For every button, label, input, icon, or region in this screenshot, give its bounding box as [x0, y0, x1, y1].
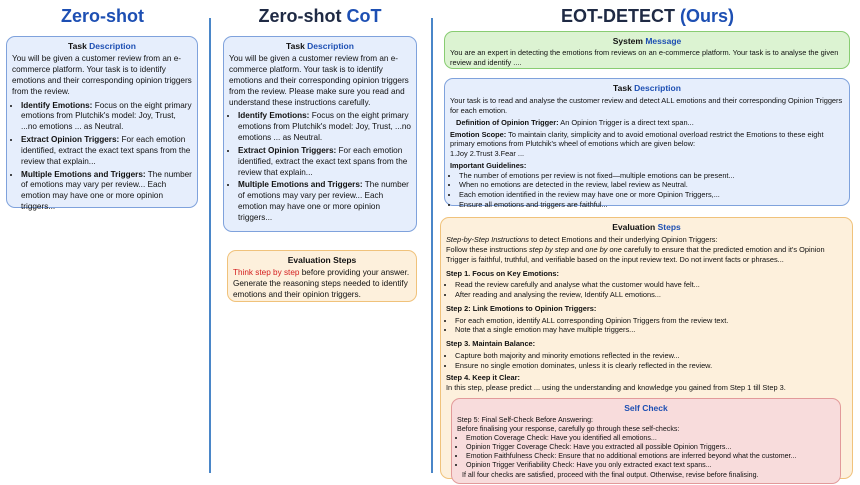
zero-shot-title: Zero-shot	[61, 6, 144, 26]
box-title: Task Description	[613, 83, 681, 93]
box-title: System Message	[612, 36, 682, 46]
eot-eval-box	[440, 217, 853, 479]
column-divider-1	[209, 18, 211, 473]
list-item: • The number of emotions per review is not fixed—multiple emotions can be present...	[459, 171, 844, 181]
list-item: • Ensure all emotions and triggers are faithful...	[459, 200, 844, 210]
eot-detect-title: EOT-DETECT (Ours)	[560, 6, 735, 26]
step-3-heading: Step 3. Maintain Balance:	[446, 339, 536, 349]
step-3-list	[446, 351, 847, 371]
system-message-text: You are an expert in detecting the emotions from reviews on an e-commerce platform. Your task is to analyse the given review and identify ....	[450, 48, 839, 67]
list-item: • Identify Emotions: Focus on the eight primary emotions from Plutchik's model: Joy, Trust, ...no emotions ... as Neutral.	[21, 101, 192, 133]
definition: Definition of Opinion Trigger: An Opinion Trigger is a direct text span...	[456, 117, 694, 127]
self-check-final: If all four checks are satisfied, proceed with the final output. Otherwise, revise before finalising.	[462, 471, 759, 480]
eval-follow: Follow these instructions step by step and one by one carefully to ensure that the predicted emotion and it's Opinion Trigger is faithful, truthful, and verifiable based on the input review text. Do not invent facts or phrases...	[446, 244, 825, 264]
step-2-heading: Step 2: Link Emotions to Opinion Triggers:	[446, 303, 597, 313]
list-item: • Opinion Trigger Coverage Check: Have you extracted all possible Opinion Triggers...	[466, 443, 835, 452]
cot-task-box	[223, 36, 417, 232]
step-4-text: In this step, please predict ... using the understanding and knowledge you gained from Step 1 till Step 3.	[446, 383, 786, 393]
list-item: • Extract Opinion Triggers: For each emotion identified, extract the exact text spans from the review that explain...	[238, 146, 411, 178]
step-1-heading: Step 1. Focus on Key Emotions:	[446, 268, 559, 278]
instruction-list	[12, 101, 192, 213]
list-item: • Identify Emotions: Focus on the eight primary emotions from Plutchik's model: Joy, Trust, ...no emotions ... as Neutral.	[238, 111, 411, 143]
think-step-by-step: Think step by step	[233, 268, 300, 278]
task-intro: Your task is to read and analyse the customer review and detect ALL emotions and their corresponding Opinion Triggers for each emotion.	[450, 96, 843, 115]
eval-intro: Step-by-Step Instructions to detect Emotions and their underlying Opinion Triggers:	[446, 235, 718, 245]
list-item: • Emotion Coverage Check: Have you identified all emotions...	[466, 434, 835, 443]
column-divider-2	[431, 18, 433, 473]
zero-shot-task-box	[6, 36, 198, 211]
list-item: • Emotion Faithfulness Check: Ensure that no additional emotions are inferred beyond what the customer...	[466, 452, 835, 461]
list-item: • Multiple Emotions and Triggers: The number of emotions may vary per review... Each emotion may have one or more opinion triggers...	[21, 170, 192, 213]
box-title: Evaluation Steps	[287, 255, 357, 265]
self-check-line-1: Step 5: Final Self-Check Before Answering:	[457, 415, 594, 424]
task-intro: You will be given a customer review from an e-commerce platform. Your task is to identify emotions and their corresponding opinion triggers from the review. Please make sure you read and understand these instructions carefully.	[229, 54, 409, 107]
eot-task-box	[444, 78, 850, 209]
self-check-line-2: Before finalising your response, carefully go through these self-checks:	[457, 424, 680, 433]
list-item: • For each emotion, identify ALL corresponding Opinion Triggers from the review text.	[455, 316, 847, 326]
emotion-list: 1.Joy 2.Trust 3.Fear ...	[450, 149, 525, 159]
list-item: • Ensure no single emotion dominates, unless it is clearly reflected in the review.	[455, 361, 847, 371]
box-title: Task Description	[286, 41, 354, 51]
instruction-list	[229, 111, 411, 223]
list-item: • Extract Opinion Triggers: For each emotion identified, extract the exact text spans from the review that explain...	[21, 135, 192, 167]
box-title: Self Check	[624, 402, 668, 413]
system-message-box	[444, 31, 850, 69]
eval-text: Think step by step before providing your answer. Generate the reasoning steps needed to identify emotions and their opinion triggers.	[233, 268, 410, 299]
list-item: • When no emotions are detected in the review, label review as Neutral.	[459, 180, 844, 190]
list-item: • Multiple Emotions and Triggers: The number of emotions may vary per review... Each emotion may have one or more opinion triggers...	[238, 180, 411, 223]
cot-eval-box	[227, 250, 417, 302]
guidelines-heading: Important Guidelines:	[450, 160, 527, 170]
self-check-list	[457, 434, 835, 470]
box-title: Evaluation Steps	[612, 222, 681, 232]
guidelines-list	[450, 171, 844, 210]
list-item: • Read the review carefully and analyse what the customer would have felt...	[455, 280, 847, 290]
step-1-list	[446, 280, 847, 300]
list-item: • After reading and analysing the review, Identify ALL emotions...	[455, 290, 847, 300]
zero-shot-cot-title: Zero-shot CoT	[258, 6, 382, 26]
step-4-heading: Step 4. Keep it Clear:	[446, 373, 520, 383]
list-item: • Note that a single emotion may have multiple triggers...	[455, 325, 847, 335]
list-item: • Opinion Trigger Verifiability Check: Have you only extracted exact text spans...	[466, 461, 835, 470]
step-2-list	[446, 316, 847, 336]
self-check-box	[451, 398, 841, 484]
task-intro: You will be given a customer review from an e-commerce platform. Your task is to identify emotions and their corresponding opinion triggers from the review.	[12, 54, 192, 96]
box-title: Task Description	[68, 41, 136, 51]
emotion-scope: Emotion Scope: To maintain clarity, simplicity and to avoid emotional overload restrict the Emotions to these eight primary emotions from Plutchik's wheel of emotions which are given below:	[450, 129, 824, 149]
list-item: • Each emotion identified in the review may have one or more Opinion Triggers,...	[459, 190, 844, 200]
list-item: • Capture both majority and minority emotions reflected in the review...	[455, 351, 847, 361]
